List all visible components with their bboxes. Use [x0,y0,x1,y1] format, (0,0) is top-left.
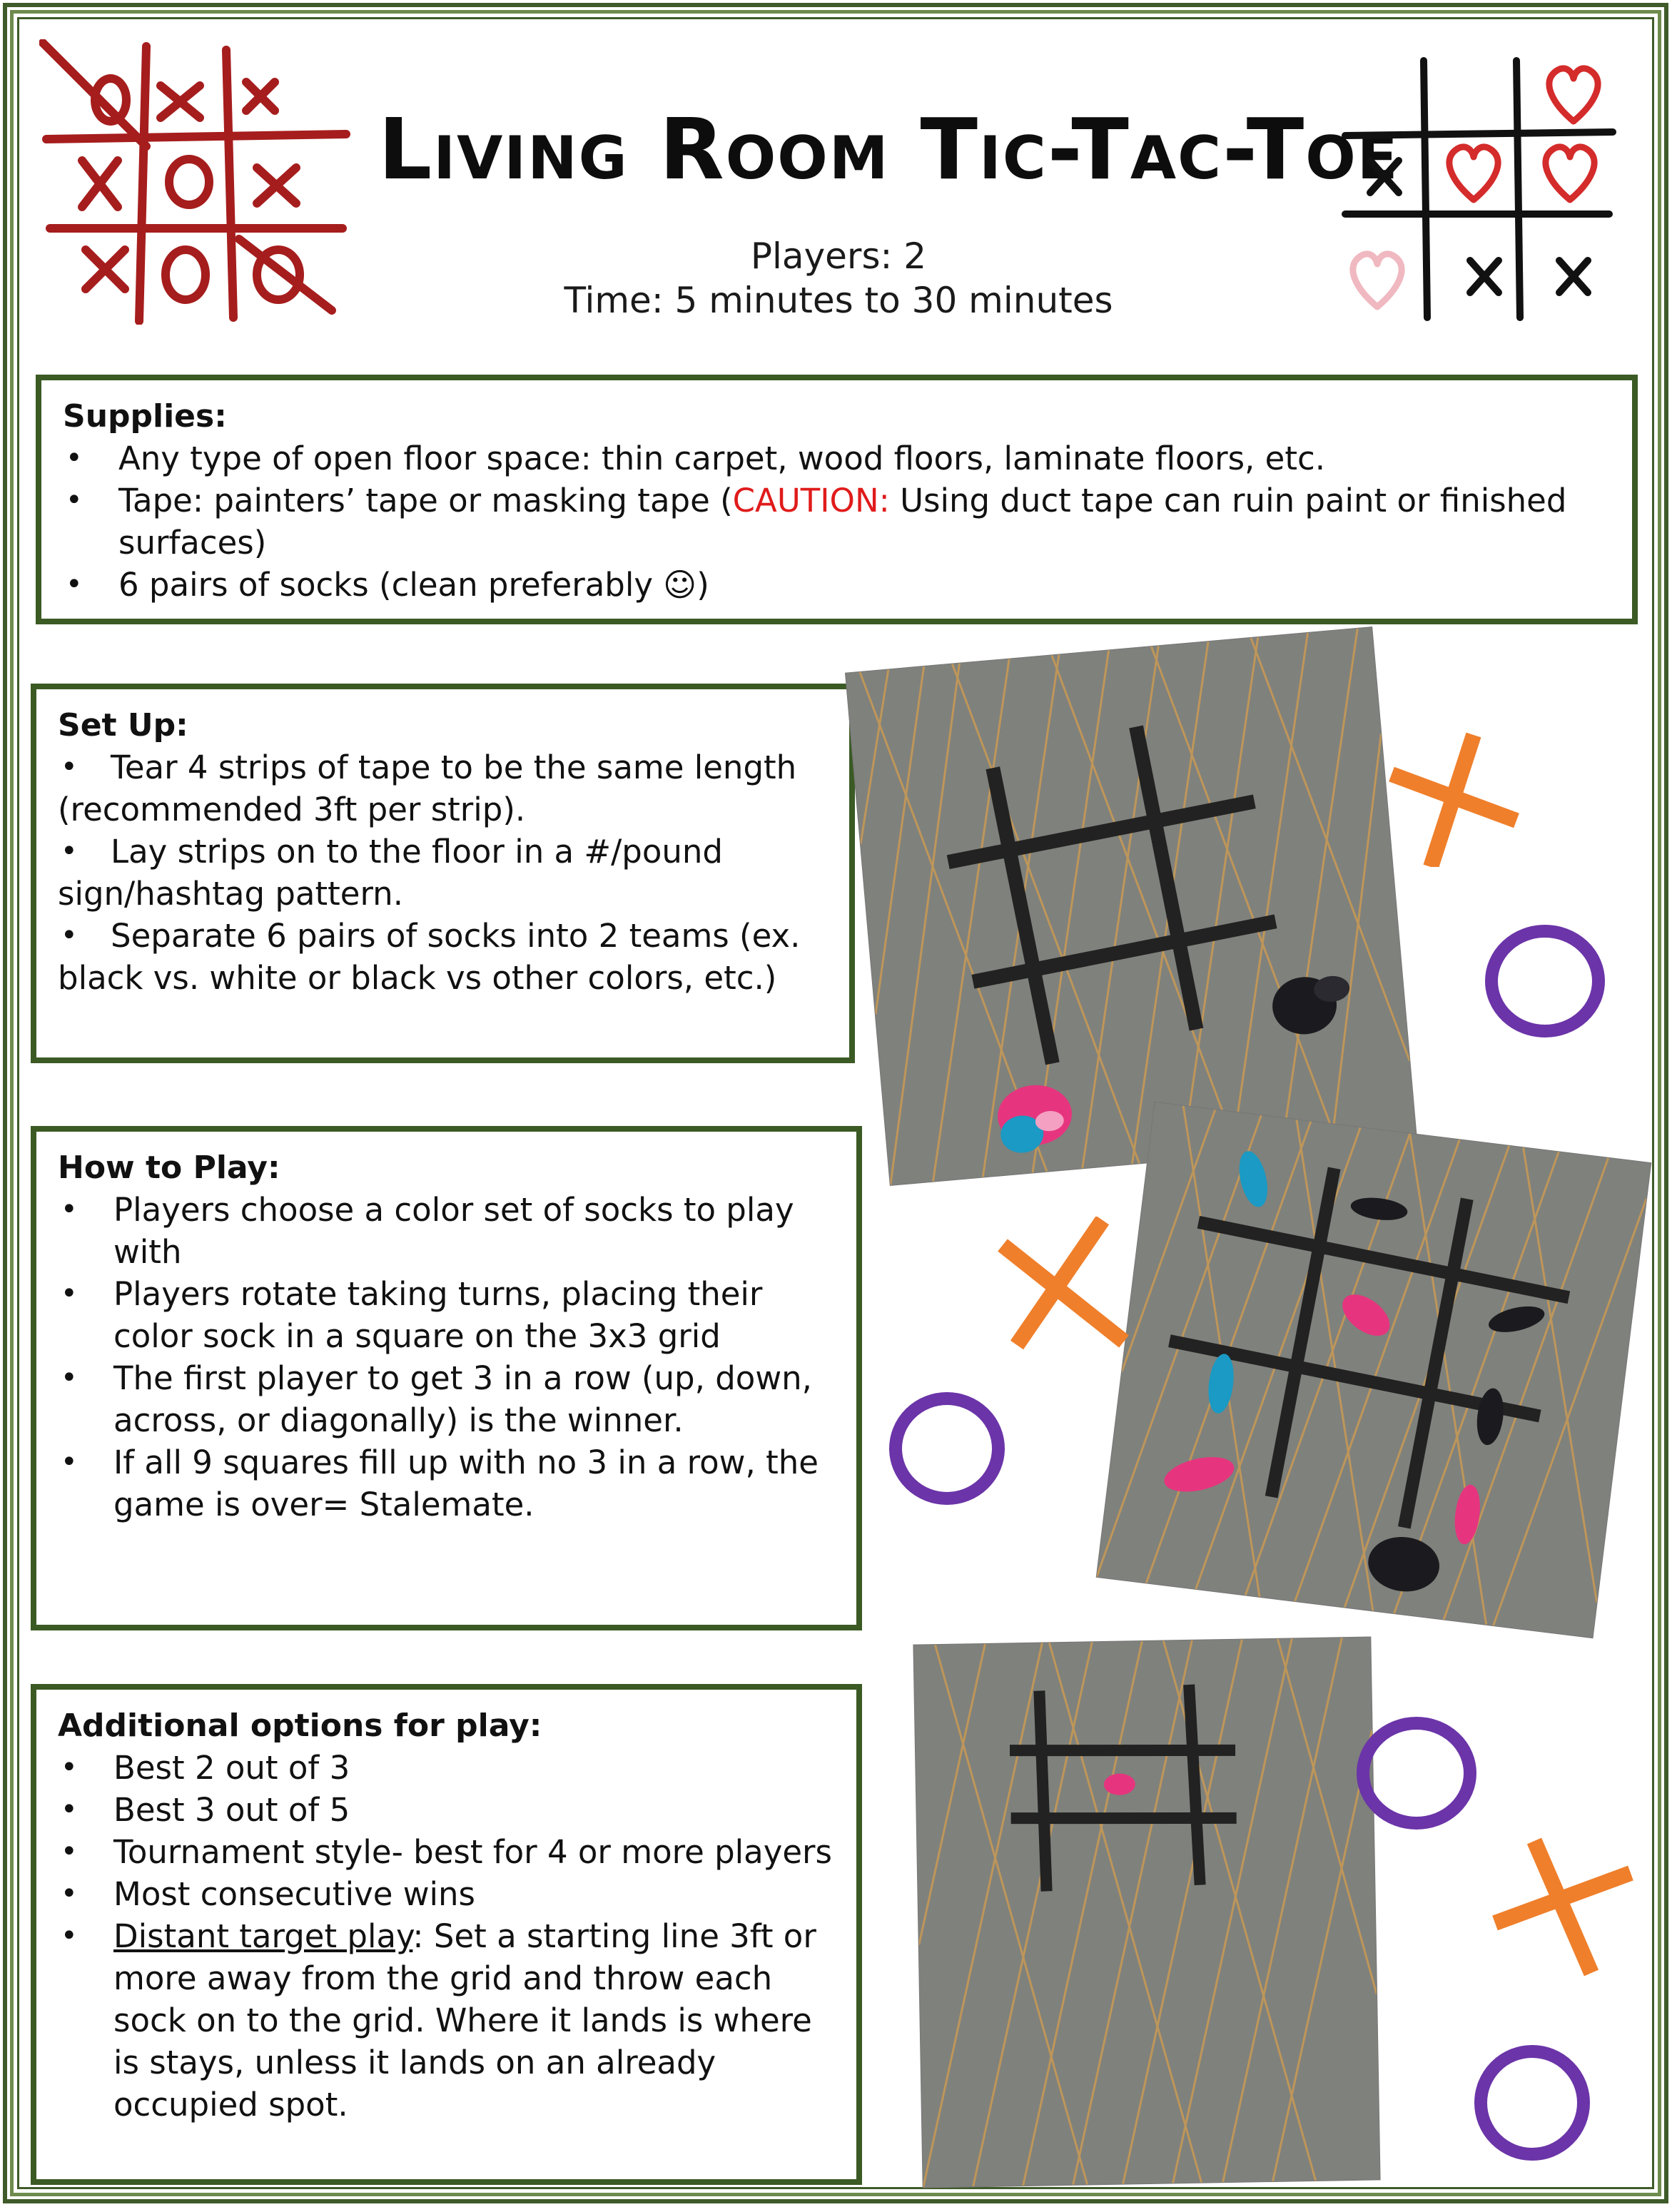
setup-list [58,746,828,999]
photo-game-in-progress [1097,1102,1651,1638]
play-item-rotate: • Players rotate taking turns, placing their color sock in a square on the 3x3 grid [58,1273,835,1357]
how-to-play-panel [31,1126,862,1630]
caution-text: Using duct tape can ruin paint or finished surfaces) [118,482,1567,562]
o-mark-icon [1352,1713,1481,1834]
play-item-choose: • Players choose a color set of socks to play with [58,1189,835,1273]
supplies-list [63,437,1611,606]
additional-options-list [58,1747,835,2126]
setup-item-tear: • Tear 4 strips of tape to be the same length (recommended 3ft per strip). [58,746,828,831]
setup-heading: Set Up: [58,707,188,744]
setup-panel [31,684,855,1063]
play-item-winner: • The first player to get 3 in a row (up, down, across, or diagonally) is the winner. [58,1357,835,1441]
x-mark-icon [995,1217,1138,1352]
supplies-item-tape-text: Tape: painters’ tape or masking tape ( [118,482,733,519]
photo-tape-grid-setup [846,627,1417,1185]
setup-item-lay: • Lay strips on to the floor in a #/pound sign/hashtag pattern. [58,831,828,915]
how-to-play-list [58,1189,835,1526]
photo-distant-target [913,1637,1379,2187]
play-item-stalemate: • If all 9 squares fill up with no 3 in a row, the game is over= Stalemate. [58,1441,835,1526]
o-mark-icon [1481,920,1609,1042]
o-mark-icon [885,1388,1010,1509]
supplies-item-floor: • Any type of open floor space: thin carpet, wood floors, laminate floors, etc. [63,437,1611,480]
caution-label: CAUTION: [732,482,890,519]
additional-options-heading: Additional options for play: [58,1708,542,1744]
option-item-consecutive: • Most consecutive wins [58,1873,835,1915]
option-item-tournament: • Tournament style- best for 4 or more players [58,1831,835,1873]
distant-target-label: Distant target play [113,1917,413,1955]
how-to-play-heading: How to Play: [58,1150,280,1186]
play-time: Time: 5 minutes to 30 minutes [564,280,1113,321]
setup-item-separate: • Separate 6 pairs of socks into 2 teams (ex. black vs. white or black vs other colors, etc.) [58,915,828,999]
option-item-best-2-of-3: • Best 2 out of 3 [58,1747,835,1789]
o-mark-icon [1470,2041,1595,2166]
additional-options-panel [31,1684,862,2185]
page-title: Living Room Tic-Tac-Toe [378,100,1399,198]
supplies-panel [36,375,1638,624]
supplies-heading: Supplies: [63,398,227,435]
supplies-item-socks: • 6 pairs of socks (clean preferably ☺) [63,564,1611,606]
option-item-best-3-of-5: • Best 3 out of 5 [58,1789,835,1831]
x-mark-icon [1381,724,1524,867]
distant-target-text: : Set a starting line 3ft or more away from the grid and throw each sock on to the grid. Where it lands is where is stays, unless it lands on an already occupied spot. [113,1917,816,2124]
x-mark-icon [1491,1834,1634,1977]
tic-tac-toe-board-red-icon [39,39,353,325]
players-count: Players: 2 [750,235,927,277]
supplies-item-tape [63,480,1611,564]
option-item-distant-target [58,1915,835,2126]
tic-tac-toe-board-hearts-icon [1338,54,1623,325]
